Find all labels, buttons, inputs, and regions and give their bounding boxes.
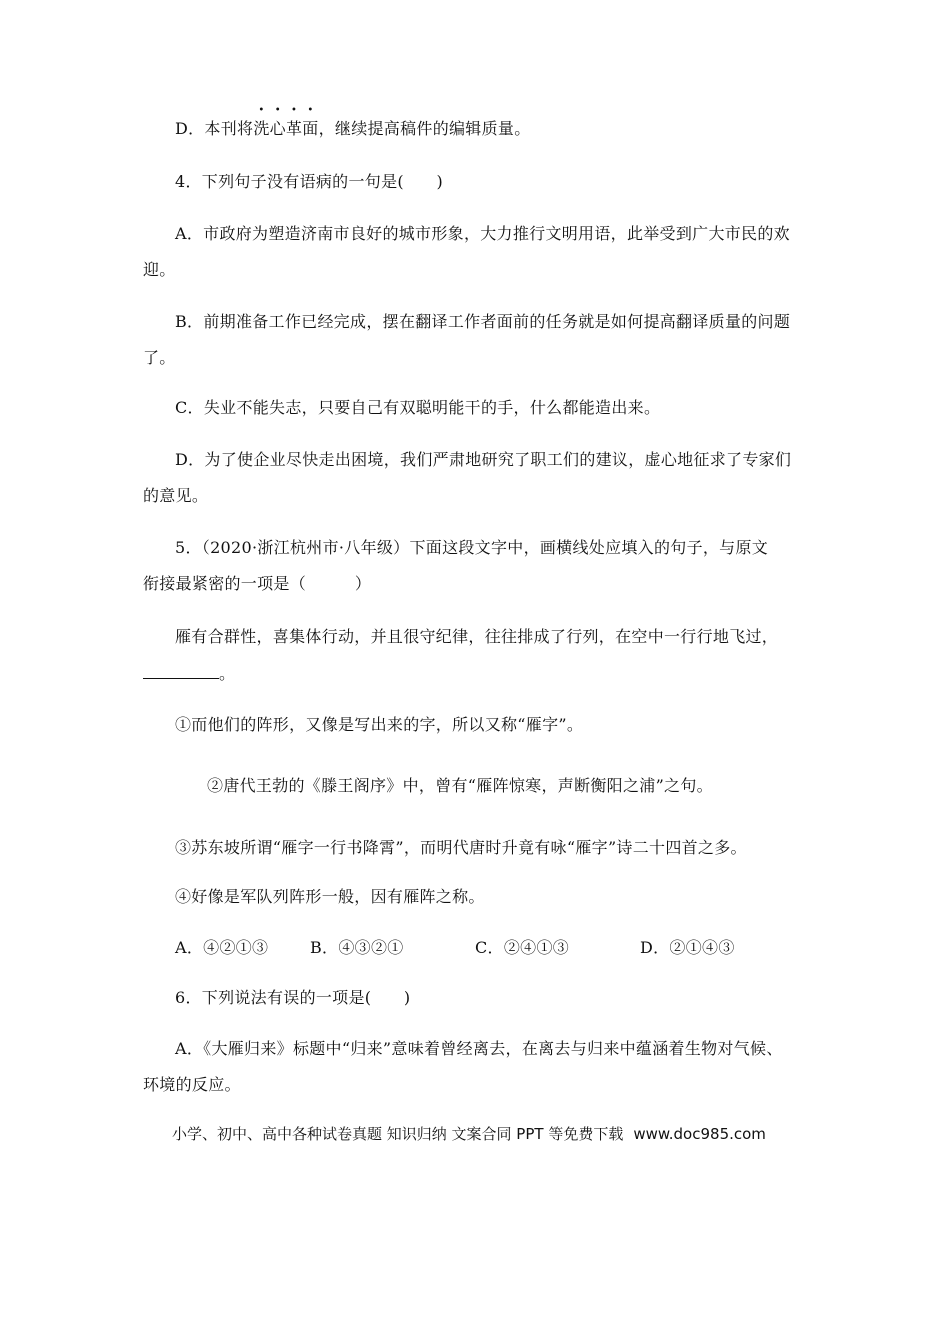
q4-option-a-line2: 迎。 bbox=[143, 260, 176, 279]
q4-option-d-line1: D．为了使企业尽快走出困境，我们严肃地研究了职工们的建议，虚心地征求了专家们 bbox=[175, 450, 792, 469]
q6-option-a-line1: A．《大雁归来》标题中“归来”意味着曾经离去，在离去与归来中蕴涵着生物对气候、 bbox=[175, 1039, 783, 1058]
q3-option-d bbox=[175, 119, 531, 139]
q6-stem: 6．下列说法有误的一项是( ) bbox=[175, 988, 411, 1007]
q5-passage-line1: 雁有合群性，喜集体行动，并且很守纪律，往往排成了行列，在空中一行行地飞过， bbox=[175, 627, 779, 646]
q5-passage-line2 bbox=[143, 664, 235, 684]
emphasis-char: 革 bbox=[285, 119, 303, 138]
q6-option-a-line2: 环境的反应。 bbox=[143, 1075, 241, 1094]
q5-option-d: D．②①④③ bbox=[640, 938, 735, 957]
q5-sentence-4: ④好像是军队列阵形一般，因有雁阵之称。 bbox=[175, 887, 485, 906]
emphasis-char: 洗 bbox=[253, 119, 270, 138]
q4-option-c: C．失业不能失志，只要自己有双聪明能干的手，什么都能造出来。 bbox=[175, 398, 661, 417]
emphasis-char: 心 bbox=[269, 119, 286, 138]
q5-option-b: B．④③②① bbox=[310, 938, 404, 957]
q5-stem-line2: 衔接最紧密的一项是（ ） bbox=[143, 574, 372, 593]
q5-sentence-3: ③苏东坡所谓“雁字一行书降霄”，而明代唐时升竟有咏“雁字”诗二十四首之多。 bbox=[175, 838, 747, 857]
q5-sentence-2: ②唐代王勃的《滕王阁序》中，曾有“雁阵惊寒，声断衡阳之浦”之句。 bbox=[207, 776, 713, 795]
q5-option-c: C．②④①③ bbox=[475, 938, 570, 957]
emphasis-char: 面 bbox=[302, 119, 319, 138]
q3-option-d-prefix: D．本刊将 bbox=[175, 119, 254, 138]
q4-option-d-line2: 的意见。 bbox=[143, 486, 209, 505]
footer-text: 小学、初中、高中各种试卷真题 知识归纳 文案合同 PPT 等免费下载 bbox=[172, 1125, 624, 1143]
q4-option-b-line2: 了。 bbox=[143, 348, 176, 367]
q5-sentence-1: ①而他们的阵形，又像是写出来的字，所以又称“雁字”。 bbox=[175, 715, 584, 734]
q4-option-a-line1: A．市政府为塑造济南市良好的城市形象，大力推行文明用语，此举受到广大市民的欢 bbox=[175, 224, 790, 243]
q3-option-d-suffix: ，继续提高稿件的编辑质量。 bbox=[318, 119, 531, 138]
q4-stem: 4．下列句子没有语病的一句是( ) bbox=[175, 172, 444, 191]
q5-option-a: A．④②①③ bbox=[175, 938, 269, 957]
footer bbox=[172, 1124, 766, 1144]
q5-stem-line1: 5．（2020·浙江杭州市·八年级）下面这段文字中，画横线处应填入的句子，与原文 bbox=[175, 538, 769, 557]
fill-blank bbox=[143, 664, 219, 679]
q5-passage-end: 。 bbox=[219, 664, 236, 683]
q4-option-b-line1: B．前期准备工作已经完成，摆在翻译工作者面前的任务就是如何提高翻译质量的问题 bbox=[175, 312, 791, 331]
footer-link[interactable]: www.doc985.com bbox=[633, 1125, 766, 1143]
